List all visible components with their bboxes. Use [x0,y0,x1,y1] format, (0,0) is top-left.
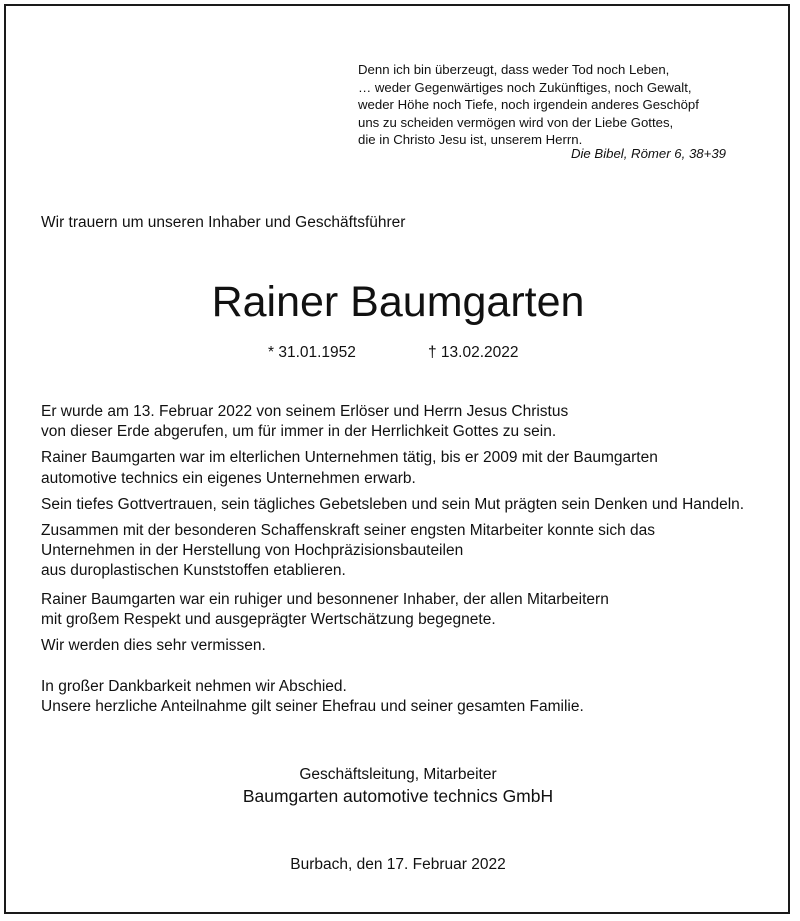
paragraph [41,521,781,582]
verse-line: uns zu scheiden vermögen wird von der Liebe Gottes, [358,114,674,130]
deceased-name: Rainer Baumgarten [211,278,585,326]
text-line: von dieser Erde abgerufen, um für immer in der Herrlichkeit Gottes zu sein. [41,423,557,441]
signature-block [0,765,796,807]
text-line: Er wurde am 13. Februar 2022 von seinem Erlöser und Herrn Jesus Christus [41,403,569,420]
signature-company: Baumgarten automotive technics GmbH [242,786,554,806]
text-line: Rainer Baumgarten war im elterlichen Unternehmen tätig, bis er 2009 mit der Baumgarten [41,449,658,467]
place-date: Burbach, den 17. Februar 2022 [290,856,506,873]
paragraph [41,495,781,515]
text-line: Unternehmen in der Herstellung von Hochpräzisionsbauteilen [41,542,464,560]
paragraph [41,402,781,442]
obituary-body [41,402,781,718]
paragraph [41,590,781,630]
text-line: Zusammen mit der besonderen Schaffenskraft seiner engsten Mitarbeiter konnte sich das [41,522,656,540]
verse-line: Denn ich bin überzeugt, dass weder Tod noch Leben, [358,62,670,77]
verse-citation: Die Bibel, Römer 6, 38+39 [570,146,726,161]
bible-verse [358,61,738,149]
paragraph [41,636,781,656]
birth-date: * 31.01.1952 [268,344,356,361]
text-line: automotive technics ein eigenes Unternehmen erwarb. [41,469,416,487]
death-date: † 13.02.2022 [428,344,519,361]
text-line: In großer Dankbarkeit nehmen wir Abschied. [41,678,347,696]
verse-line: die in Christo Jesu ist, unserem Herrn. [358,132,583,148]
paragraph [41,448,781,488]
text-line: Unsere herzliche Anteilnahme gilt seiner Ehefrau und seiner gesamten Familie. [41,698,584,716]
verse-line: … weder Gegenwärtiges noch Zukünftiges, noch Gewalt, [358,79,692,95]
text-line: Wir werden dies sehr vermissen. [41,637,266,655]
text-line: Rainer Baumgarten war ein ruhiger und besonnener Inhaber, der allen Mitarbeitern [41,590,609,608]
mourning-intro: Wir trauern um unseren Inhaber und Geschäftsführer [41,214,406,231]
paragraph [41,677,781,717]
text-line: Sein tiefes Gottvertrauen, sein tägliches Gebetsleben und sein Mut prägten sein Denken und Handeln. [41,495,745,513]
text-line: aus duroplastischen Kunststoffen etablieren. [41,562,346,580]
signature-staff: Geschäftsleitung, Mitarbeiter [299,766,497,783]
verse-line: weder Höhe noch Tiefe, noch irgendein anderes Geschöpf [358,97,699,113]
text-line: mit großem Respekt und ausgeprägter Wertschätzung begegnete. [41,610,496,628]
